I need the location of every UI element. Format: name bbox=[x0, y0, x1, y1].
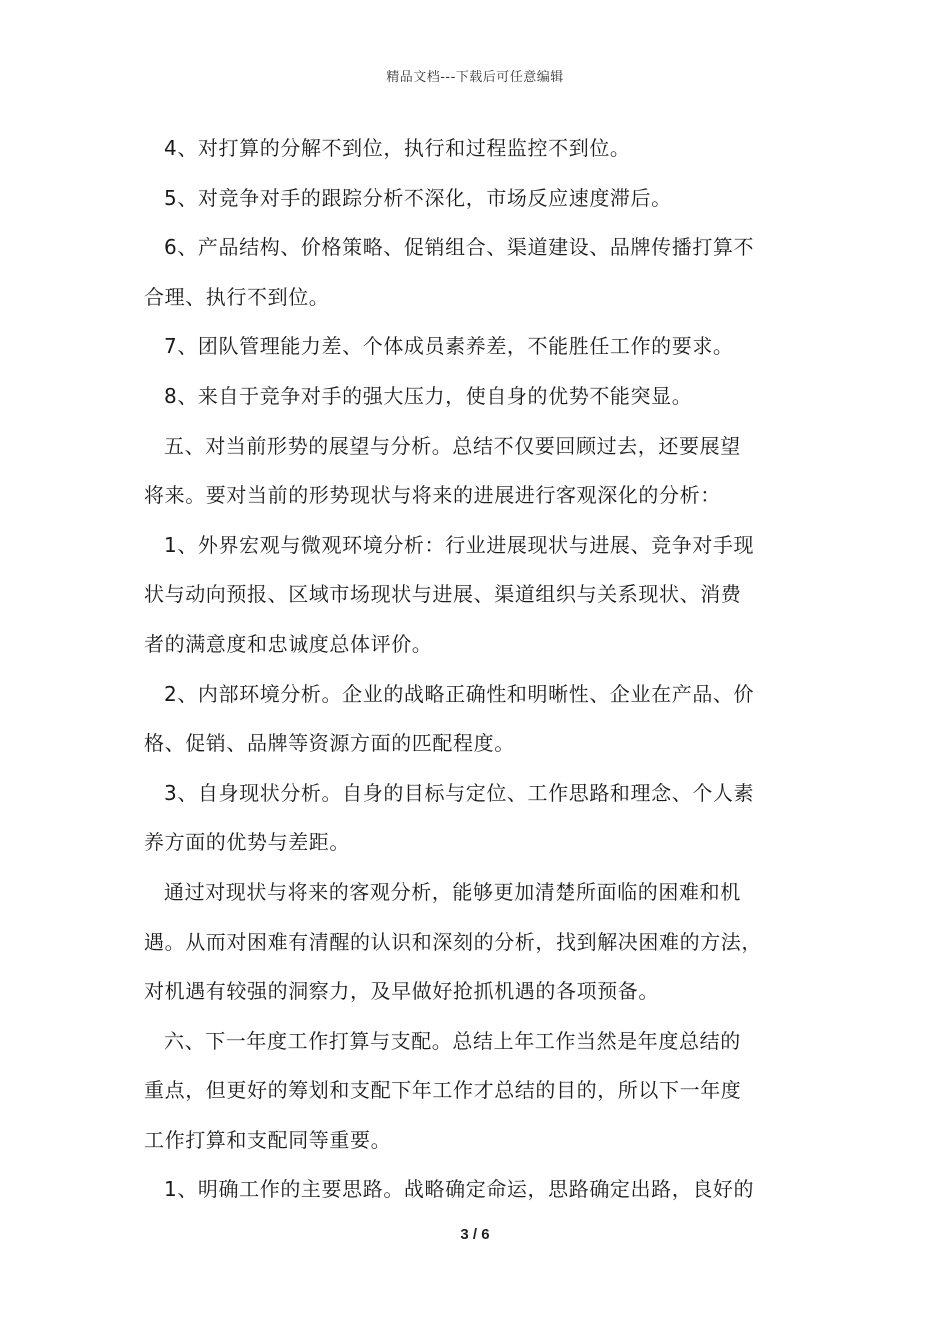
text-line: 7、团队管理能力差、个体成员素养差，不能胜任工作的要求。 bbox=[164, 334, 734, 359]
text-line: 养方面的优势与差距。 bbox=[144, 830, 350, 855]
page-header: 精品文档---下载后可任意编辑 bbox=[386, 70, 564, 85]
text-line: 者的满意度和忠诚度总体评价。 bbox=[144, 631, 433, 656]
text-line: 五、对当前形势的展望与分析。总结不仅要回顾过去，还要展望 bbox=[164, 433, 741, 458]
text-line: 状与动向预报、区域市场现状与进展、渠道组织与关系现状、消费 bbox=[144, 582, 742, 607]
text-line: 2、内部环境分析。企业的战略正确性和明晰性、企业在产品、价 bbox=[164, 681, 755, 706]
text-line: 重点，但更好的筹划和支配下年工作才总结的目的，所以下一年度 bbox=[144, 1078, 742, 1103]
text-line: 1、明确工作的主要思路。战略确定命运，思路确定出路，良好的 bbox=[164, 1177, 755, 1202]
text-line: 8、来自于竞争对手的强大压力，使自身的优势不能突显。 bbox=[164, 383, 693, 408]
text-line: 3、自身现状分析。自身的目标与定位、工作思路和理念、个人素 bbox=[164, 780, 755, 805]
text-line: 遇。从而对困难有清醒的认识和深刻的分析，找到解决困难的方法， bbox=[144, 929, 762, 954]
text-line: 1、外界宏观与微观环境分析：行业进展现状与进展、竞争对手现 bbox=[164, 532, 755, 557]
text-line: 6、产品结构、价格策略、促销组合、渠道建设、品牌传播打算不 bbox=[164, 235, 755, 260]
page-number: 3 / 6 bbox=[460, 1226, 490, 1243]
text-line: 合理、执行不到位。 bbox=[144, 284, 330, 309]
text-line: 5、对竞争对手的跟踪分析不深化，市场反应速度滞后。 bbox=[164, 185, 672, 210]
text-line: 工作打算和支配同等重要。 bbox=[144, 1127, 392, 1152]
text-line: 将来。要对当前的形势现状与将来的进展进行客观深化的分析： bbox=[144, 483, 721, 508]
text-line: 通过对现状与将来的客观分析，能够更加清楚所面临的困难和机 bbox=[164, 879, 741, 904]
text-line: 六、下一年度工作打算与支配。总结上年工作当然是年度总结的 bbox=[164, 1028, 741, 1053]
document-body bbox=[144, 124, 814, 1215]
text-line: 4、对打算的分解不到位，执行和过程监控不到位。 bbox=[164, 136, 631, 160]
text-line: 对机遇有较强的洞察力，及早做好抢抓机遇的各项预备。 bbox=[144, 979, 659, 1004]
text-line: 格、促销、品牌等资源方面的匹配程度。 bbox=[144, 731, 515, 756]
